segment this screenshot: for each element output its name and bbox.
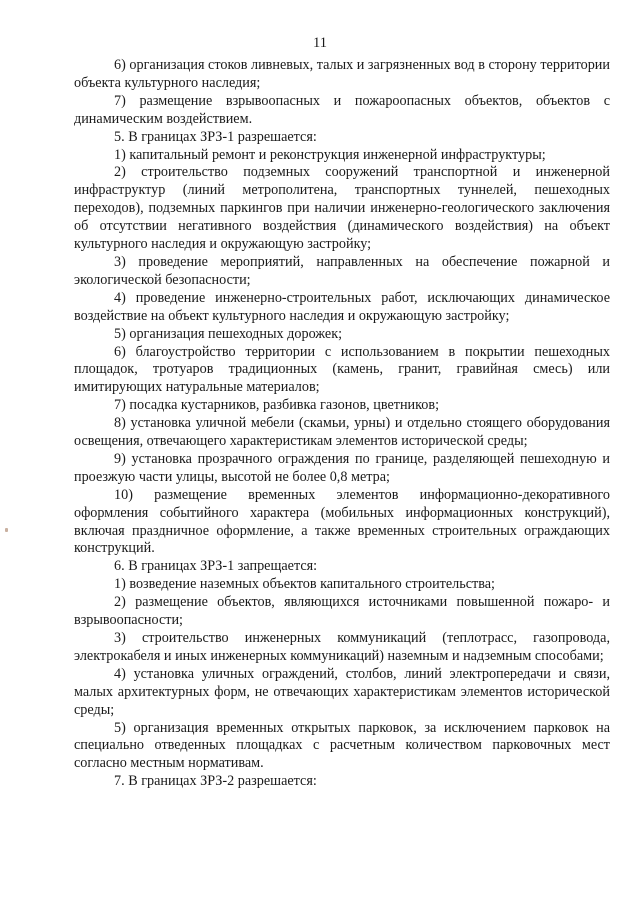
paragraph: 4) установка уличных ограждений, столбов, линий электропередачи и связи, малых архитектурных форм, не отвечающих характеристикам элементов исторической среды;	[74, 665, 610, 718]
paragraph: 5) организация временных открытых парковок, за исключением парковок на специально отведенных площадках с расчетным количеством парковочных мест согласно местным нормативам.	[74, 719, 610, 772]
paragraph: 5) организация пешеходных дорожек;	[114, 325, 343, 342]
paragraph: 2) строительство подземных сооружений транспортной и инженерной инфраструктур (линий метрополитена, транспортных туннелей, пешеходных переходов), подземных паркингов при наличии инженерно-геологического заключения об отсутствии негативного воздействия (динамического воздействия) на объект культурного наследия и окружающую застройку;	[74, 164, 610, 253]
paragraph: 4) проведение инженерно-строительных работ, исключающих динамическое воздействие на объект культурного наследия и окружающую застройку;	[74, 289, 610, 324]
paragraph: 6) благоустройство территории с использованием в покрытии пешеходных площадок, тротуаров традиционных (камень, гранит, гравийная смесь) или имитирующих натуральные материалов;	[74, 343, 610, 396]
paragraph: 1) капитальный ремонт и реконструкция инженерной инфраструктуры;	[114, 146, 546, 163]
page-number: 11	[313, 35, 327, 51]
paragraph: 3) строительство инженерных коммуникаций (теплотрасс, газопровода, электрокабеля и иных инженерных коммуникаций) наземным и надземным способами;	[74, 630, 610, 664]
paragraph: 7) посадка кустарников, разбивка газонов, цветников;	[114, 397, 440, 414]
paragraph: 8) установка уличной мебели (скамьи, урны) и отдельно стоящего оборудования освещения, отвечающего характеристикам элементов исторической среды;	[74, 415, 610, 450]
document-body	[74, 57, 610, 791]
paragraph: 10) размещение временных элементов информационно-декоративного оформления событийного характера (мобильных информационных конструкций), включая праздничное оформление, а также временных строительных ограждающих конструкций.	[74, 486, 610, 557]
section-heading: 7. В границах ЗРЗ-2 разрешается:	[114, 773, 317, 790]
paragraph: 9) установка прозрачного ограждения по границе, разделяющей пешеходную и проезжую части улицы, высотой не более 0,8 метра;	[74, 450, 610, 485]
section-heading: 6. В границах ЗРЗ-1 запрещается:	[114, 558, 318, 575]
paragraph: 2) размещение объектов, являющихся источниками повышенной пожаро- и взрывоопасности;	[74, 594, 610, 629]
paragraph: 7) размещение взрывоопасных и пожароопасных объектов, объектов с динамическим воздействием.	[74, 92, 610, 127]
paragraph: 1) возведение наземных объектов капитального строительства;	[114, 576, 495, 593]
paragraph: 6) организация стоков ливневых, талых и загрязненных вод в сторону территории объекта культурного наследия;	[74, 57, 610, 91]
section-heading: 5. В границах ЗРЗ-1 разрешается:	[114, 128, 317, 145]
paragraph: 3) проведение мероприятий, направленных на обеспечение пожарной и экологической безопасности;	[74, 253, 610, 288]
scan-artifact	[5, 528, 8, 532]
